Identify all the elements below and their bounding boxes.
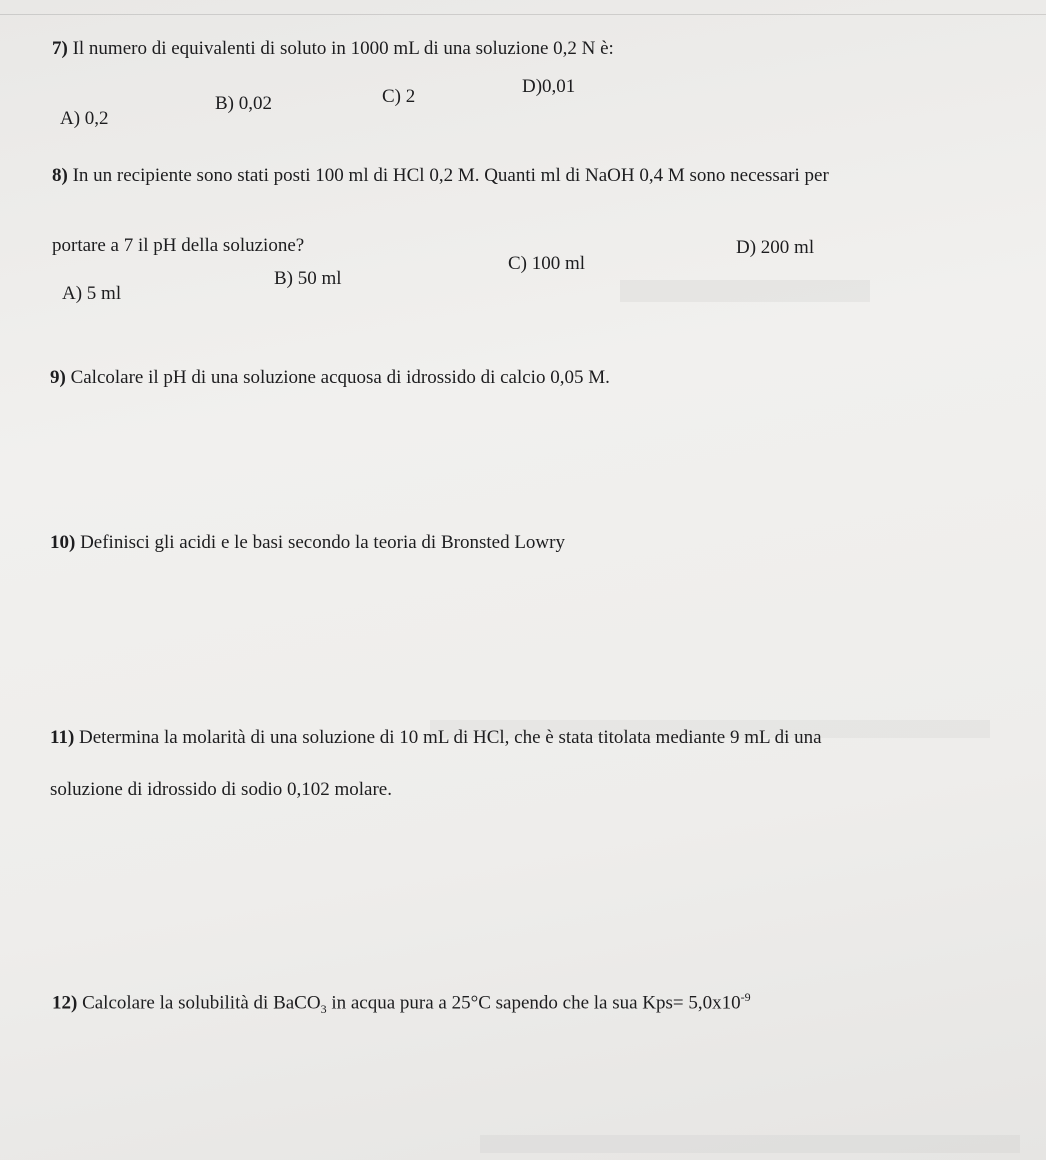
question-10-number: 10): [50, 532, 76, 553]
show-through-smudge: [620, 280, 870, 302]
paper-edge: [0, 14, 1046, 15]
question-7-text: Il numero di equivalenti di soluto in 1000 mL di una soluzione 0,2 N è:: [72, 38, 614, 59]
question-11-number: 11): [50, 727, 75, 748]
question-7-option-c: C) 2: [382, 86, 416, 107]
question-9: [50, 367, 610, 389]
show-through-smudge: [430, 720, 990, 738]
question-12-subscript: 3: [320, 1002, 327, 1017]
question-8-option-d: D) 200 ml: [736, 237, 815, 258]
question-8-option-b: B) 50 ml: [274, 268, 342, 289]
show-through-smudge: [480, 1135, 1020, 1153]
question-7: [52, 38, 614, 60]
question-10: [50, 532, 565, 554]
question-8: [52, 165, 829, 187]
question-8-text: In un recipiente sono stati posti 100 ml di HCl 0,2 M. Quanti ml di NaOH 0,4 M sono necessari per: [72, 165, 829, 186]
question-8-number: 8): [52, 165, 68, 186]
question-9-text: Calcolare il pH di una soluzione acquosa di idrossido di calcio 0,05 M.: [70, 367, 610, 388]
question-11-text: Determina la molarità di una soluzione di 10 mL di HCl, che è stata titolata mediante 9 mL di una: [79, 727, 822, 748]
question-8-text-line2: portare a 7 il pH della soluzione?: [52, 235, 305, 256]
question-9-number: 9): [50, 367, 66, 388]
question-11-text-line2: soluzione di idrossido di sodio 0,102 molare.: [50, 779, 392, 800]
question-12-text-pre: Calcolare la solubilità di BaCO: [82, 992, 321, 1014]
question-12: [52, 990, 751, 1017]
question-7-option-d: D)0,01: [522, 76, 576, 97]
question-7-number: 7): [52, 38, 68, 59]
question-12-superscript: -9: [740, 990, 751, 1004]
question-7-option-a: A) 0,2: [60, 108, 109, 129]
question-8-option-a: A) 5 ml: [62, 283, 122, 304]
question-12-number: 12): [52, 992, 78, 1014]
question-12-text-mid: in acqua pura a 25°C sapendo che la sua Kps= 5,0x10: [326, 992, 741, 1014]
question-7-option-b: B) 0,02: [215, 93, 272, 114]
question-8-option-c: C) 100 ml: [508, 253, 586, 274]
question-10-text: Definisci gli acidi e le basi secondo la teoria di Bronsted Lowry: [80, 532, 565, 553]
